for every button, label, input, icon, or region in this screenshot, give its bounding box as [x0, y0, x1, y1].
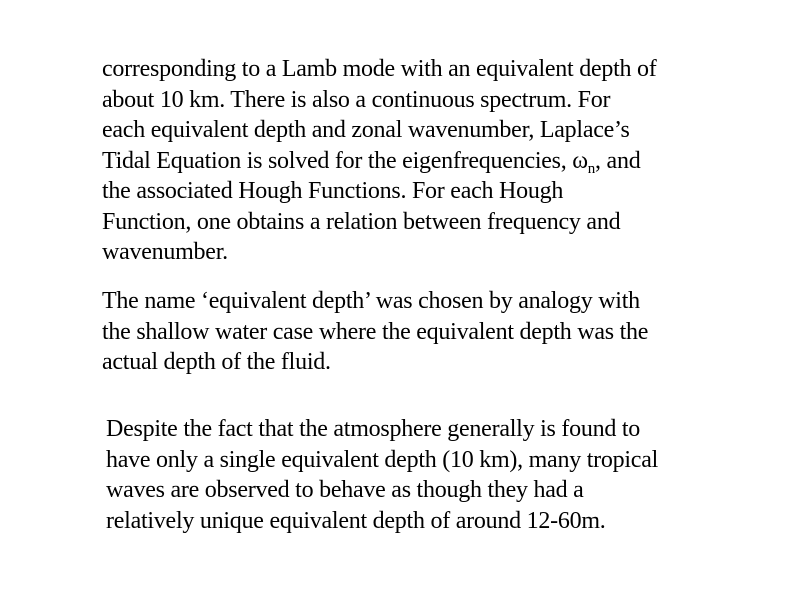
text-line: corresponding to a Lamb mode with an equivalent depth of — [102, 56, 657, 82]
text-line: waves are observed to behave as though they had a — [106, 477, 584, 503]
text-line: the shallow water case where the equivalent depth was the — [102, 318, 649, 345]
text-line: The name ‘equivalent depth’ was chosen by analogy with — [102, 288, 640, 314]
omega-subscript: n — [587, 160, 596, 177]
text-line: Despite the fact that the atmosphere generally is found to — [106, 416, 640, 442]
text-line: Function, one obtains a relation between frequency and — [102, 208, 621, 235]
text-line: each equivalent depth and zonal wavenumber, Laplace’s — [102, 117, 630, 143]
text-line: about 10 km. There is also a continuous spectrum. For — [102, 86, 611, 113]
text-fragment: , and — [595, 147, 641, 174]
text-line: relatively unique equivalent depth of around 12-60m. — [106, 507, 606, 534]
paragraph-tropical-waves — [106, 414, 658, 536]
paragraph-equivalent-depth-name — [102, 286, 648, 378]
text-line-eigenfrequency — [102, 146, 657, 177]
paragraph-lamb-mode — [102, 54, 657, 268]
text-fragment: Tidal Equation is solved for the eigenfrequencies, — [102, 147, 573, 174]
text-line: actual depth of the fluid. — [102, 349, 331, 375]
text-line: the associated Hough Functions. For each Hough — [102, 178, 564, 204]
text-line: have only a single equivalent depth (10 km), many tropical — [106, 446, 659, 473]
text-line: wavenumber. — [102, 239, 228, 265]
omega-symbol: ω — [572, 147, 588, 174]
